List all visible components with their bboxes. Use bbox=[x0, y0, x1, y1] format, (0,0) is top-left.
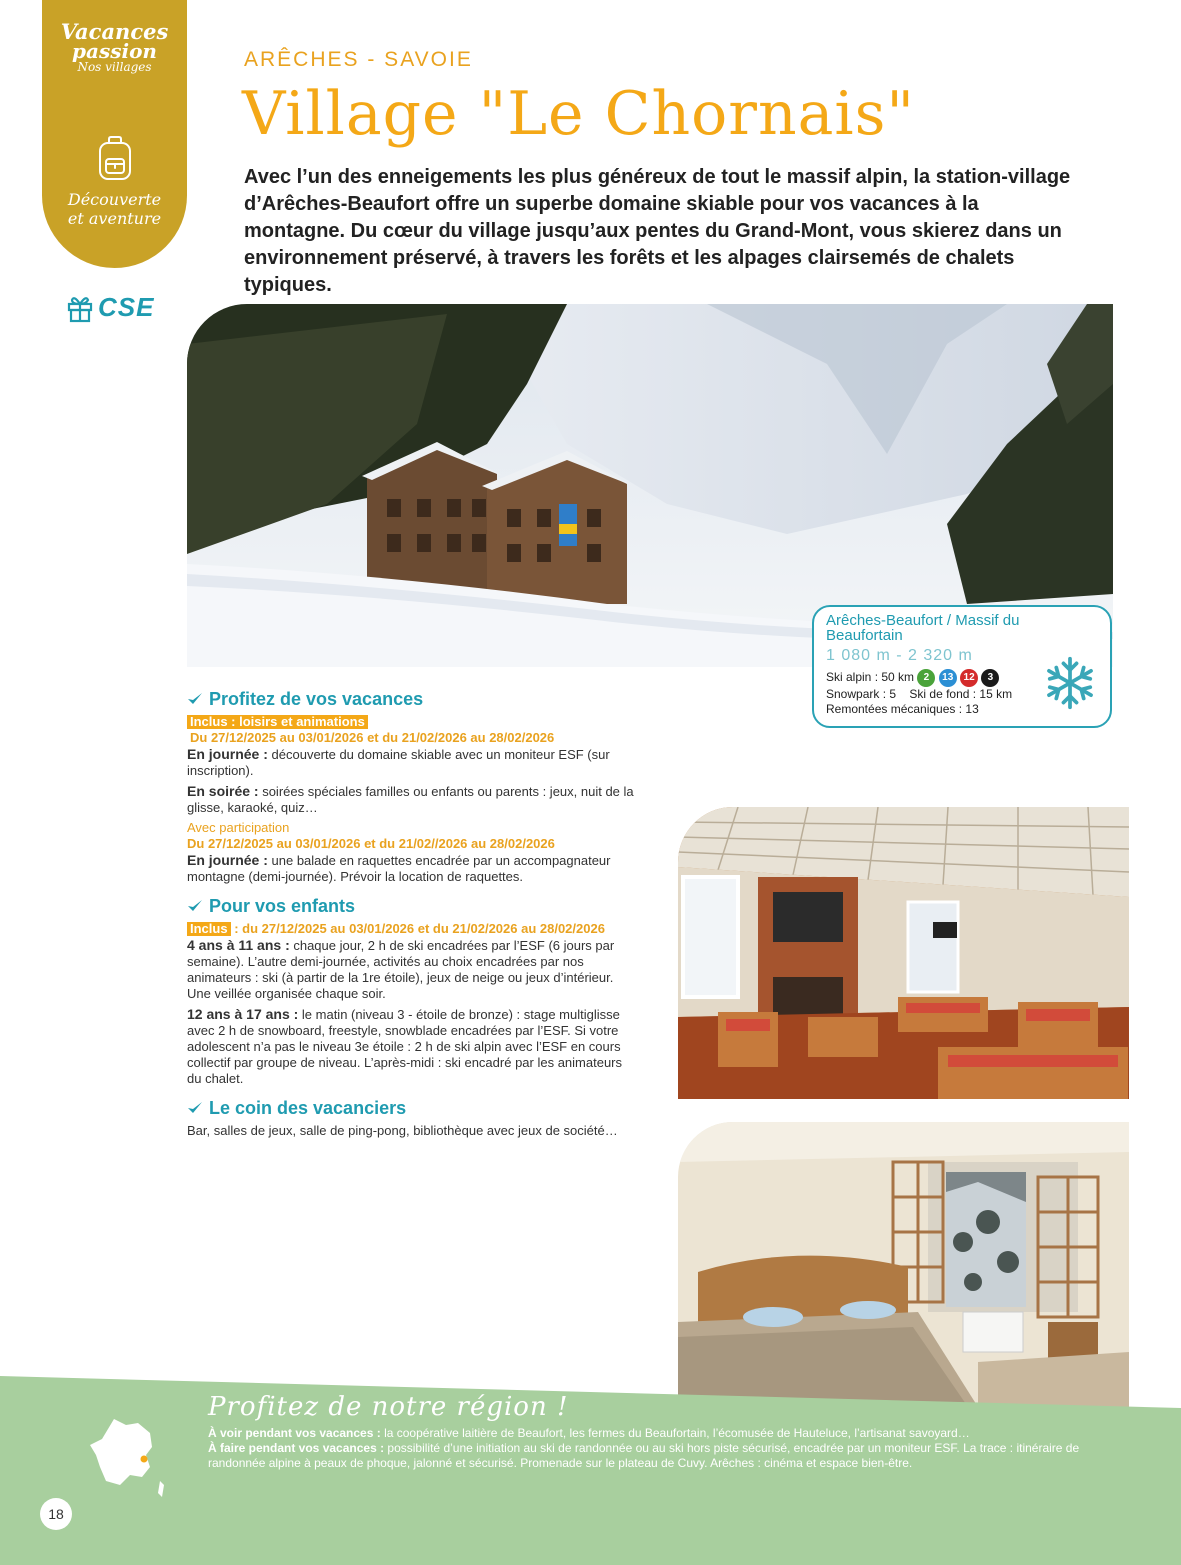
photo-lounge bbox=[678, 807, 1129, 1099]
faire-line bbox=[208, 1441, 1138, 1471]
ski-alpin-value: Ski alpin : 50 km bbox=[826, 670, 915, 685]
check-icon bbox=[187, 692, 203, 706]
vacances-passion-logo bbox=[42, 19, 187, 74]
remontees-value: Remontées mécaniques : 13 bbox=[826, 702, 979, 716]
france-map-icon bbox=[86, 1415, 168, 1500]
soiree-paragraph bbox=[187, 783, 639, 816]
voir-line bbox=[208, 1426, 1138, 1441]
ski-area-name: Arêches-Beaufort / Massif du Beaufortain bbox=[826, 612, 1020, 644]
voir-label: À voir pendant vos vacances : bbox=[208, 1426, 381, 1440]
participation-label: Avec participation bbox=[187, 820, 290, 835]
section-vacances bbox=[187, 688, 639, 885]
region-label: ARÊCHES - SAVOIE bbox=[244, 48, 473, 71]
soiree-text: soirées spéciales familles ou enfants ou parents : jeux, nuit de la glisse, karaoké, quiz… bbox=[187, 784, 634, 815]
age-4-11-label: 4 ans à 11 ans : bbox=[187, 937, 290, 953]
age-12-17-label: 12 ans à 17 ans : bbox=[187, 1006, 299, 1022]
gift-icon bbox=[66, 293, 94, 323]
logo-line3: Nos villages bbox=[77, 60, 152, 74]
red-pistes-badge: 12 bbox=[960, 669, 978, 687]
raquettes-text: une balade en raquettes encadrée par un accompagnateur montagne (demi-journée). Prévoir la location de raquettes. bbox=[187, 853, 611, 884]
coin-text: Bar, salles de jeux, salle de ping-pong, bibliothèque avec jeux de société… bbox=[187, 1123, 618, 1138]
region-text bbox=[208, 1426, 1138, 1471]
theme-line1: Découverte bbox=[67, 190, 162, 209]
theme-label bbox=[42, 190, 187, 228]
age-4-11-paragraph bbox=[187, 937, 639, 1002]
age-12-17-text: le matin (niveau 3 - étoile de bronze) : stage multiglisse avec 2 h de snowboard, freestyle, snowblade encadrées par l’ESF. Si votre adolescent n’a pas le niveau 3e étoile : 2 h de ski alpin avec l’ESF en cours collectif par groupe de niveau. L’après-midi : ski encadré par les animateurs du chalet. bbox=[187, 1007, 623, 1086]
black-pistes-badge: 3 bbox=[981, 669, 999, 687]
check-icon bbox=[187, 1101, 203, 1115]
faire-label: À faire pendant vos vacances : bbox=[208, 1441, 385, 1455]
snowflake-icon bbox=[1042, 655, 1098, 711]
dates-participation: Du 27/12/2025 au 03/01/2026 et du 21/02//2026 au 28/02/2026 bbox=[187, 836, 555, 851]
cse-badge bbox=[66, 292, 154, 323]
page-number: 18 bbox=[40, 1498, 72, 1530]
age-4-11-text: chaque jour, 2 h de ski encadrées par l’ESF (6 jours par semaine). L’autre demi-journée, activités au choix encadrées par nos animateurs : ski (à partir de la 1re étoile), jeux de neige ou jeux d’intérieur. Une veillée organisée chaque soir. bbox=[187, 938, 615, 1001]
altitude-range: 1 080 m - 2 320 m bbox=[826, 647, 973, 664]
faire-text: possibilité d’une initiation au ski de randonnée ou au ski hors piste sécurisé, encadrée par un moniteur ESF. La trace : itinéraire de randonnée alpine à peaux de phoque, jalonné et sécurisé. Promenade sur le plateau de Cuvy. Arêches : cinéma et espace bien-être. bbox=[208, 1441, 1080, 1470]
cse-label: CSE bbox=[98, 292, 155, 322]
section-vacances-heading: Profitez de vos vacances bbox=[209, 689, 424, 709]
backpack-icon bbox=[95, 135, 135, 181]
raquettes-label: En journée : bbox=[187, 852, 268, 868]
age-12-17-paragraph bbox=[187, 1006, 639, 1087]
journee-paragraph bbox=[187, 746, 639, 779]
brand-tab bbox=[42, 0, 187, 268]
section-enfants-heading: Pour vos enfants bbox=[209, 896, 356, 916]
journee-label: En journée : bbox=[187, 746, 268, 762]
section-enfants-title bbox=[187, 895, 639, 917]
logo-line2: passion bbox=[72, 39, 157, 63]
section-vacances-title bbox=[187, 688, 639, 710]
green-pistes-badge: 2 bbox=[917, 669, 935, 687]
snowpark-value: Snowpark : 5 bbox=[826, 687, 897, 701]
activities-column bbox=[187, 688, 639, 1149]
section-coin-title bbox=[187, 1097, 639, 1119]
intro-paragraph: Avec l’un des enneigements les plus généreux de tout le massif alpin, la station-village d’Arêches-Beaufort offre un superbe domaine skiable pour vos vacances à la montagne. Du cœur du village jusqu’aux pentes du Grand-Mont, vous skierez dans un environnement préservé, à travers les forêts et les alpages clairsemés de chalets typiques. bbox=[244, 166, 1071, 296]
ski-fond-value: Ski de fond : 15 km bbox=[909, 687, 1013, 701]
logo-line1: Vacances bbox=[60, 19, 169, 44]
section-enfants bbox=[187, 895, 639, 1087]
section-coin-heading: Le coin des vacanciers bbox=[209, 1098, 407, 1118]
section-coin bbox=[187, 1097, 639, 1139]
blue-pistes-badge: 13 bbox=[939, 669, 957, 687]
voir-text: la coopérative laitière de Beaufort, les fermes du Beaufortain, l’écomusée de Hauteluce, l’artisanat savoyard… bbox=[380, 1426, 970, 1440]
region-heading: Profitez de notre région ! bbox=[208, 1392, 569, 1422]
dates-inclus: Du 27/12/2025 au 03/01/2026 et du 21/02/2026 au 28/02/2026 bbox=[190, 730, 555, 745]
soiree-label: En soirée : bbox=[187, 783, 259, 799]
enfants-dates-line bbox=[187, 921, 639, 937]
inclus-tag: Inclus : loisirs et animations bbox=[187, 715, 368, 729]
inclus-tag: Inclus bbox=[187, 922, 231, 936]
ski-info-card bbox=[812, 605, 1112, 728]
photo-bedroom bbox=[678, 1122, 1129, 1407]
check-icon bbox=[187, 899, 203, 913]
raquettes-paragraph bbox=[187, 852, 639, 885]
theme-line2: et aventure bbox=[67, 209, 162, 228]
page-title: Village "Le Chornais" bbox=[242, 79, 915, 149]
journee-text: découverte du domaine skiable avec un moniteur ESF (sur inscription). bbox=[187, 747, 610, 778]
enfants-dates: : du 27/12/2025 au 03/01/2026 et du 21/02/2026 au 28/02/2026 bbox=[230, 921, 605, 936]
